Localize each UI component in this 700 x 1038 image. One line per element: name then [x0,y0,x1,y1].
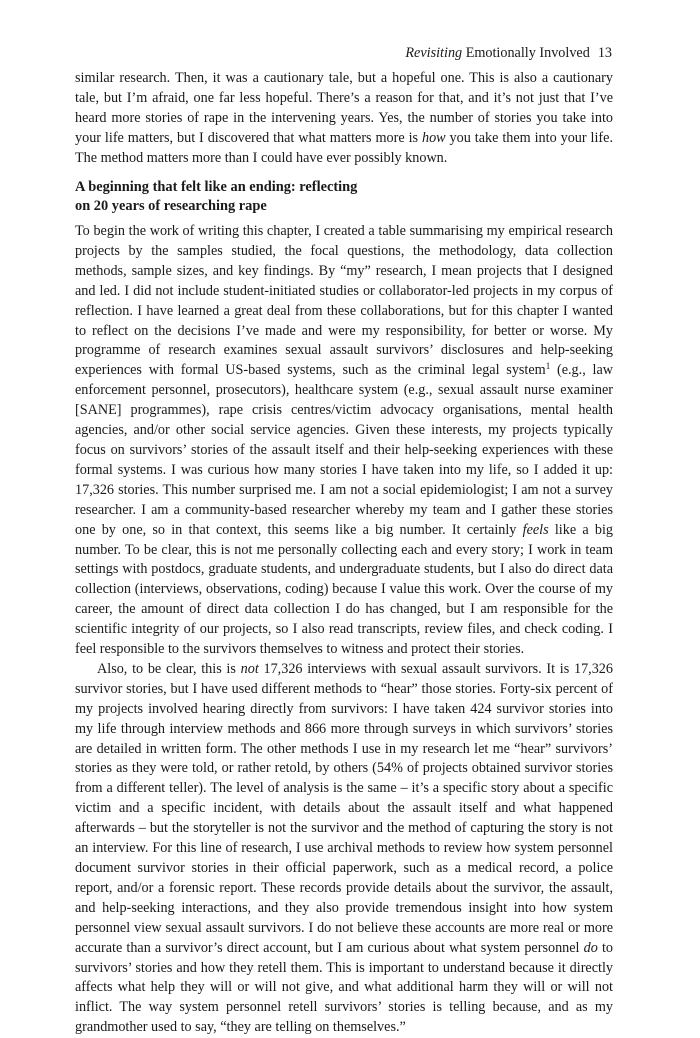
running-head-title-italic: Revisiting [405,45,463,61]
emphasis-not: not [240,660,259,677]
section-heading [75,178,613,216]
section-heading-line-2: on 20 years of researching rape [75,198,267,214]
running-head-title: Emotionally Involved [462,45,590,61]
section-body [75,222,613,1038]
emphasis-feels: feels [522,521,549,538]
emphasis-how: how [421,129,446,146]
body-paragraph-1: To begin the work of writing this chapter, I created a table summarising my empirical research projects by the samples studied, the focal questions, the methodology, data collection methods, sample sizes, and key findings. By “my” research, I mean projects that I designed and led. I did not include student-initiated studies or collaborator-led projects in my corpus of reflection. I have learned a great deal from these collaborations, but for this chapter I wanted to reflect on the decisions I’ve made and were my responsibility, for better or worse. My programme of research examines sexual assault survivors’ disclosures and help-seeking experiences with formal US-based systems, such as the criminal legal system$^1$ (e.g., law enforcement personnel, prosecutors), healthcare system (e.g., sexual assault nurse examiner [SANE] programmes), rape crisis centres/victim advocacy organisations, mental health agencies, and/or other social service agencies. Given these interests, my projects typically focus on survivors’ stories of the assault itself and their help-seeking experiences with these formal systems. I was curious how many stories I have taken into my life, so I added it up: 17,326 stories. This number surprised me. I am not a social epidemiologist; I am not a survey researcher. I am a community-based researcher whereby my team and I gather these stories one by one, so in that context, this seems like a big number. It certainly feels like a big number. To be clear, this is not me personally collecting each and every story; I work in team settings with postdocs, graduate students, and undergraduate students, but I also do direct data collection (interviews, observations, coding) because I value this work. Over the course of my career, the amount of direct data collection I do has changed, but I am responsible for the scientific integrity of our projects, so I also read transcripts, review files, and check coding. I feel responsible to the survivors themselves to witness and protect their stories. [75,223,614,658]
page-number: 13 [597,45,612,61]
emphasis-do: do [583,939,598,956]
running-head [405,44,612,62]
opening-text [75,69,613,169]
footnote-marker: 1 [545,361,551,372]
opening-paragraph: similar research. Then, it was a cautionary tale, but a hopeful one. This is also a cautionary tale, but I’m afraid, one far less hopeful. There’s a reason for that, and it’s not just that I’ve heard more stories of rape in the intervening years. Yes, the number of stories you take into your life matters, but I discovered that what matters more is how you take them into your life. The method matters more than I could have ever possibly known. [75,70,614,166]
body-paragraph-2: Also, to be clear, this is not 17,326 interviews with sexual assault survivors. It is 17,326 survivor stories, but I have used different methods to “hear” those stories. Forty-six percent of my projects involved hearing directly from survivors: I have taken 424 survivor stories into my life through interview methods and 866 more through surveys in which survivors’ stories are detailed in written form. The other methods I use in my research let me “hear” survivors’ stories as they were told, or rather retold, by others (54% of projects obtained survivor stories from a different teller). The level of analysis is the same – it’s a specific story about a specific victim and a specific incident, with details about the assault itself and what happened afterwards – but the storyteller is not the survivor and the method of capturing the story is not an interview. For this line of research, I use archival methods to review how system personnel document survivor stories in their official paperwork, such as a medical record, a police report, and/or a forensic report. These records provide details about the survivor, the assault, and help-seeking interactions, and they also provide tremendous insight into how system personnel view sexual assault survivors. I do not believe these accounts are more real or more accurate than a survivor’s direct account, but I am curious about what system personnel do to survivors’ stories and how they retell them. This is important to understand because it directly affects what help they will or will not give, and what additional harm they will or will not inflict. The way system personnel retell survivors’ stories is telling because, and as my grandmother used to say, “they are telling on themselves.” [75,660,613,1036]
section-heading-line-1: A beginning that felt like an ending: reflecting [75,179,358,195]
